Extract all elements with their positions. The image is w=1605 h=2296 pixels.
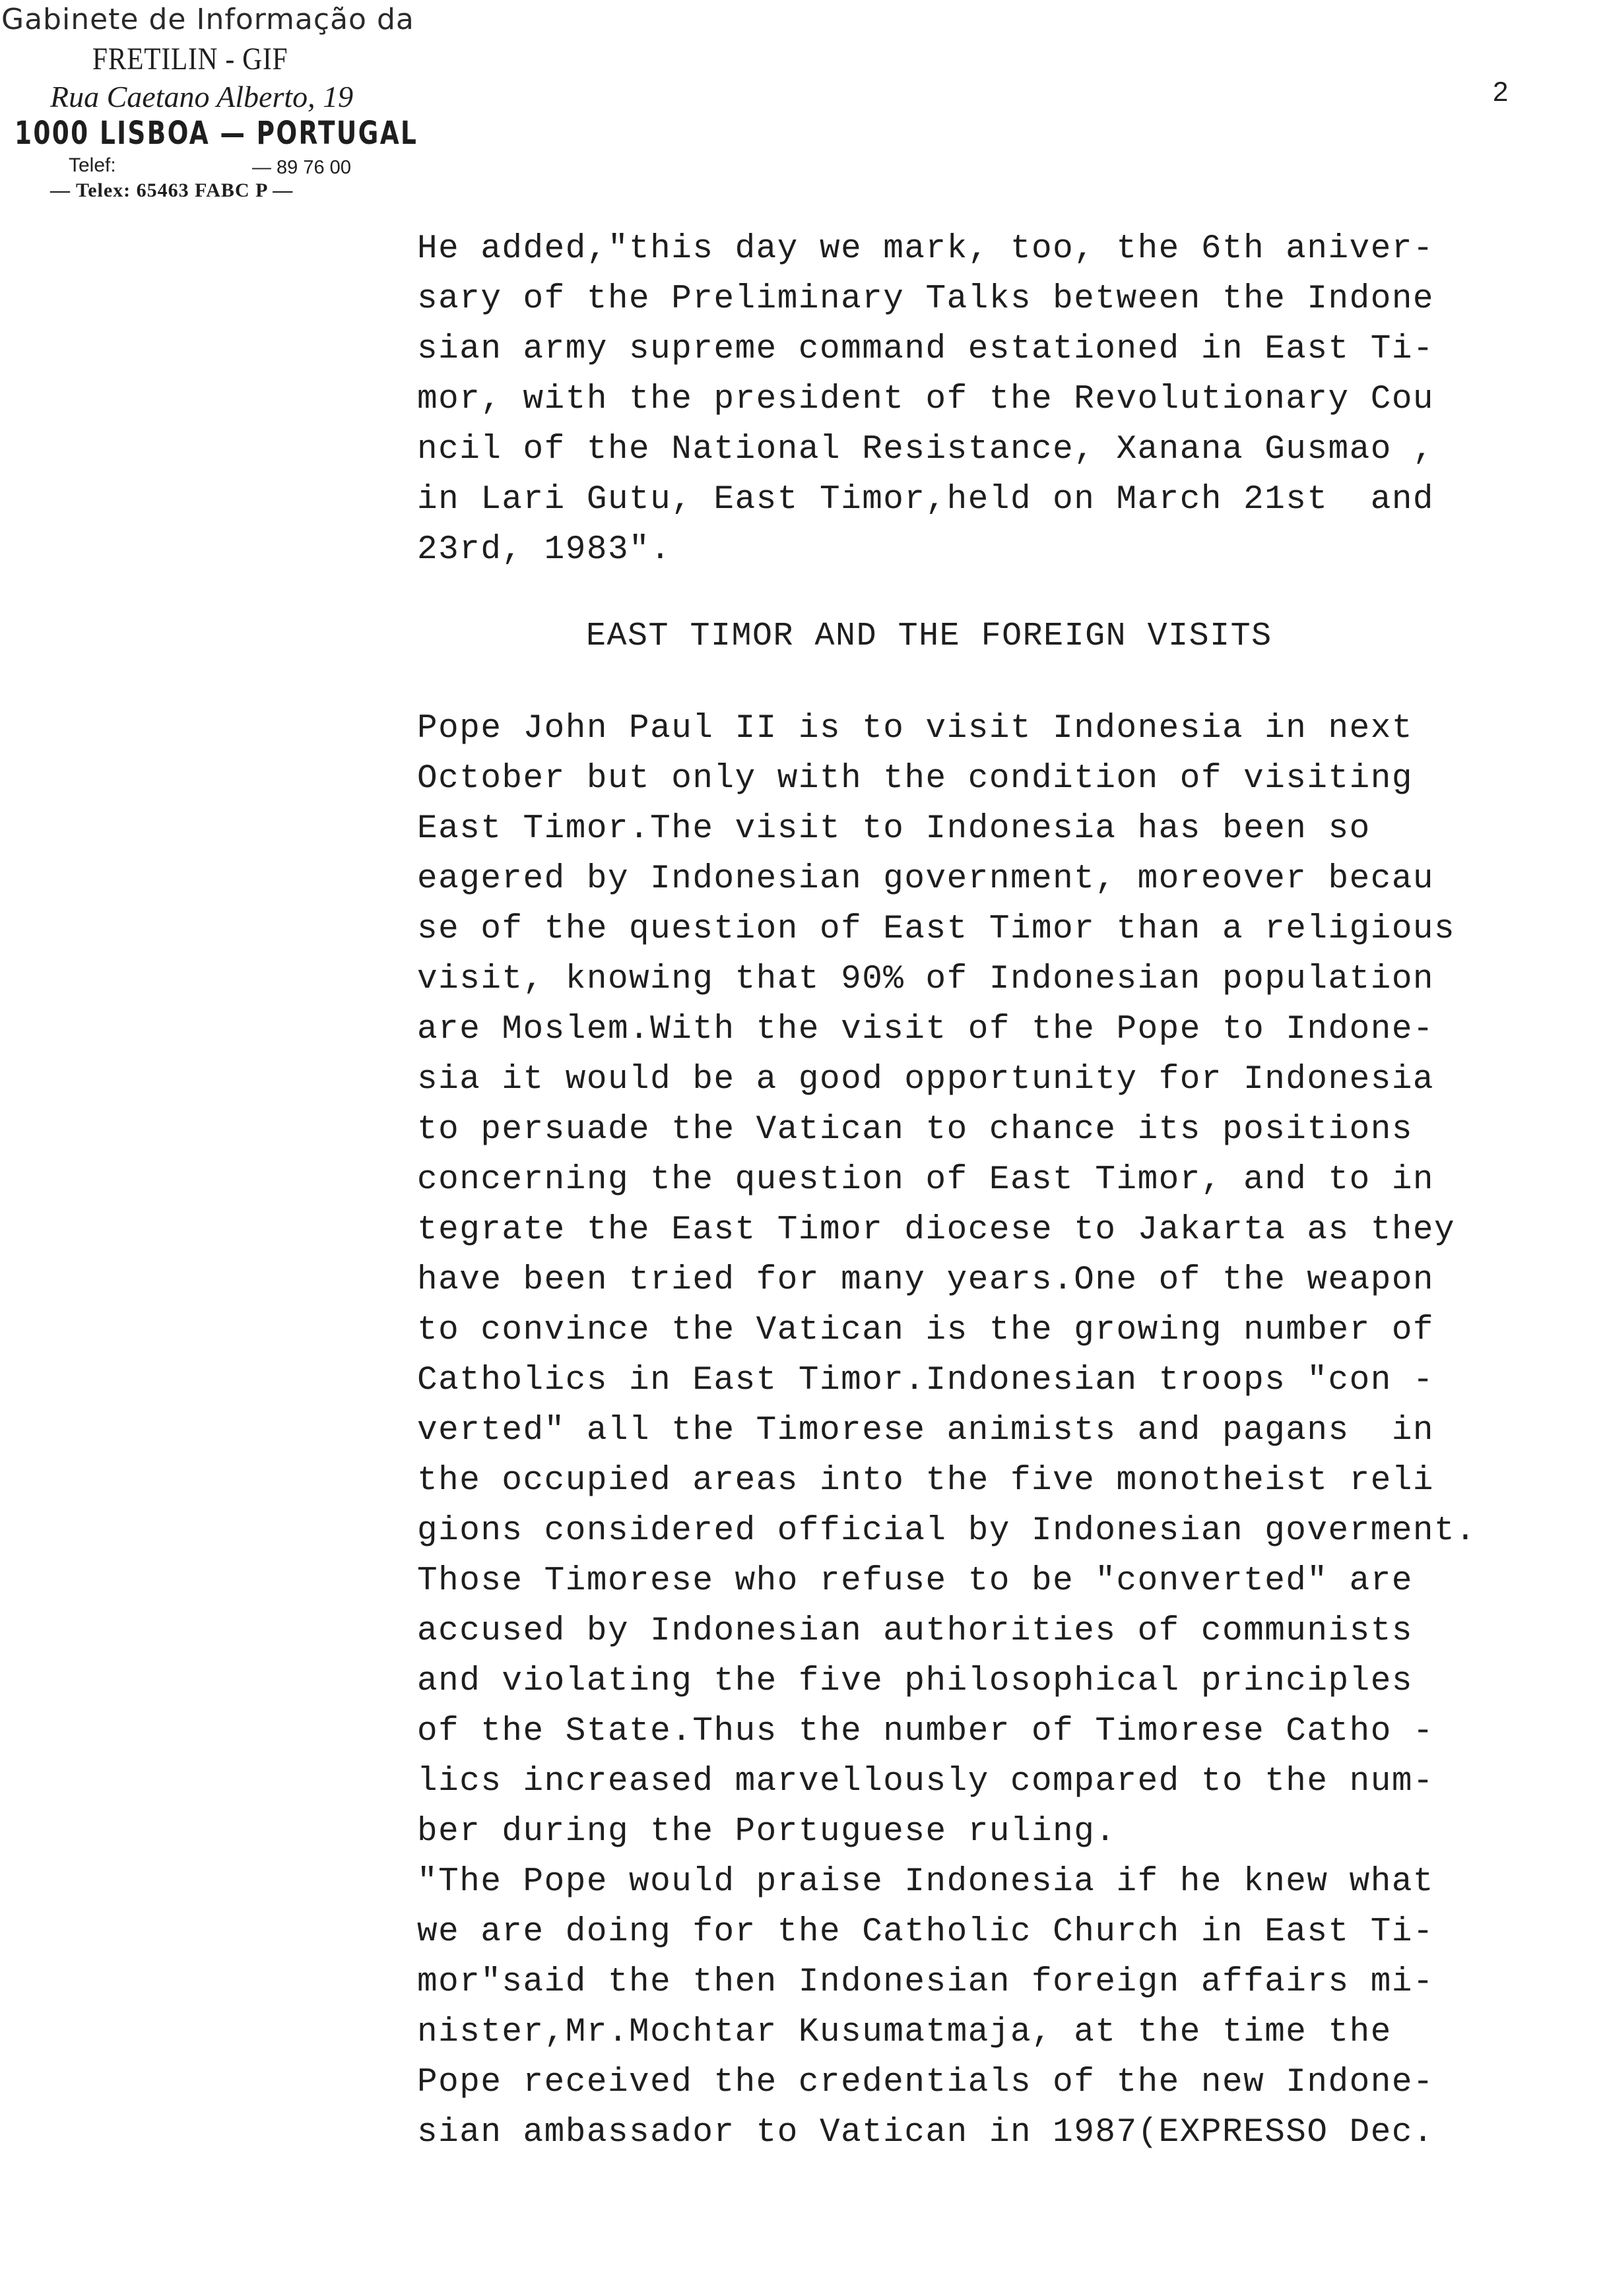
text-line: sia it would be a good opportunity for Indonesia xyxy=(417,1061,1435,1099)
text-line: and violating the five philosophical principles xyxy=(417,1663,1413,1700)
letterhead-organization: FRETILIN - GIF xyxy=(92,42,288,77)
text-line: gions considered official by Indonesian goverment. xyxy=(417,1512,1477,1550)
text-line: He added,"this day we mark, too, the 6th aniver- xyxy=(417,230,1435,268)
text-line: October but only with the condition of visiting xyxy=(417,760,1413,798)
text-line: East Timor.The visit to Indonesia has been so xyxy=(417,810,1371,848)
text-line: verted" all the Timorese animists and pagans in xyxy=(417,1412,1435,1450)
page-number: 2 xyxy=(1493,76,1509,107)
text-line: "The Pope would praise Indonesia if he knew what xyxy=(417,1863,1435,1901)
text-line: 23rd, 1983". xyxy=(417,531,672,569)
text-line: se of the question of East Timor than a religious xyxy=(417,910,1456,948)
text-line: ber during the Portuguese ruling. xyxy=(417,1813,1117,1851)
letterhead-phone-label: Telef: xyxy=(69,154,116,176)
text-line: the occupied areas into the five monotheist reli xyxy=(417,1462,1435,1500)
text-line: visit, knowing that 90% of Indonesian population xyxy=(417,961,1435,998)
text-line: to persuade the Vatican to chance its positions xyxy=(417,1111,1413,1149)
text-line: ncil of the National Resistance, Xanana Gusmao , xyxy=(417,431,1435,468)
letterhead-phone: — 89 76 00 xyxy=(252,157,351,178)
text-line: lics increased marvellously compared to the num- xyxy=(417,1763,1435,1801)
paragraph-2 xyxy=(417,704,1579,2158)
text-line: eagered by Indonesian government, moreover becau xyxy=(417,860,1435,898)
text-line: mor"said the then Indonesian foreign affairs mi- xyxy=(417,1963,1435,2001)
letterhead-city: 1000 LISBOA — PORTUGAL xyxy=(15,115,418,152)
letterhead-office: Gabinete de Informação da xyxy=(1,3,414,36)
text-line: Pope John Paul II is to visit Indonesia in next xyxy=(417,710,1413,748)
text-line: of the State.Thus the number of Timorese Catho - xyxy=(417,1713,1435,1750)
text-line: we are doing for the Catholic Church in East Ti- xyxy=(417,1913,1435,1951)
text-line: sary of the Preliminary Talks between the Indone xyxy=(417,280,1435,318)
text-line: in Lari Gutu, East Timor,held on March 21st and xyxy=(417,481,1435,519)
text-line: Those Timorese who refuse to be "converted" are xyxy=(417,1562,1413,1600)
section-heading: EAST TIMOR AND THE FOREIGN VISITS xyxy=(586,618,1272,655)
text-line: accused by Indonesian authorities of communists xyxy=(417,1612,1413,1650)
paragraph-1 xyxy=(417,224,1552,575)
text-line: mor, with the president of the Revolutionary Cou xyxy=(417,381,1435,418)
text-line: sian ambassador to Vatican in 1987(EXPRESSO Dec. xyxy=(417,2114,1435,2152)
text-line: concerning the question of East Timor, and to in xyxy=(417,1161,1435,1199)
text-line: sian army supreme command estationed in East Ti- xyxy=(417,331,1435,368)
text-line: have been tried for many years.One of the weapon xyxy=(417,1261,1435,1299)
text-line: to convince the Vatican is the growing number of xyxy=(417,1312,1435,1349)
letterhead-street: Rua Caetano Alberto, 19 xyxy=(50,80,354,113)
text-line: are Moslem.With the visit of the Pope to Indone- xyxy=(417,1011,1435,1048)
text-line: Pope received the credentials of the new Indone- xyxy=(417,2064,1435,2101)
text-line: tegrate the East Timor diocese to Jakarta as they xyxy=(417,1211,1456,1249)
letterhead-telex: — Telex: 65463 FABC P — xyxy=(50,179,294,201)
text-line: Catholics in East Timor.Indonesian troops "con - xyxy=(417,1362,1435,1399)
text-line: nister,Mr.Mochtar Kusumatmaja, at the time the xyxy=(417,2014,1392,2051)
